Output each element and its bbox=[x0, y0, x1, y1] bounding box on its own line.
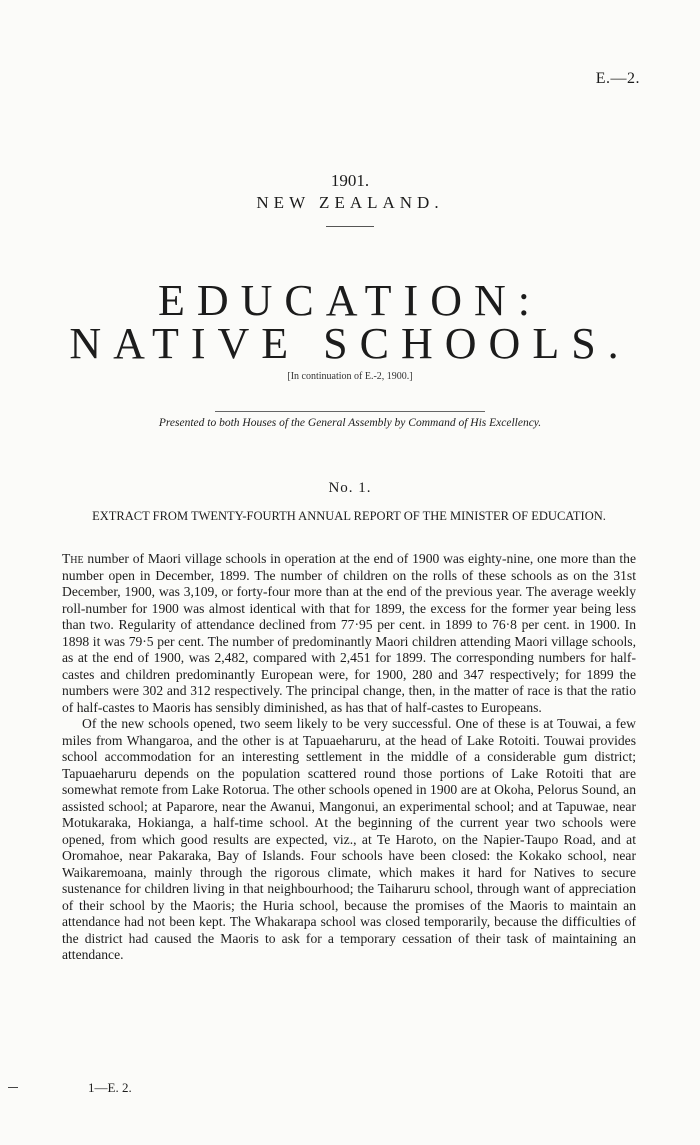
main-title-line-1: EDUCATION: bbox=[158, 276, 542, 325]
report-body bbox=[62, 551, 636, 964]
signature-mark: 1—E. 2. bbox=[88, 1080, 132, 1095]
document-reference: E.—2. bbox=[595, 70, 640, 87]
main-title-line-2: NATIVE SCHOOLS. bbox=[69, 319, 631, 368]
paragraph-2: Of the new schools opened, two seem likely to be very successful. One of these is at Touwai, a few miles from Whangaroa, and the other is at Tapuaeharuru, at the head of Lake Rotoiti. Touwai provides school accommodation for an interesting settlement in the middle of a considerable gum district; Tapuaeharuru depends on the population scattered round those portions of Lake Rotoiti that are somewhat remote from Lake Rotorua. The other schools opened in 1900 are at Okoha, Pelorus Sound, an assisted school; at Paparore, near the Awanui, Mangonui, an experimental school; and at Tapuwae, near Motukaraka, Hokianga, a half-time school. At the beginning of the current year two schools were opened, from which good results are expected, viz., at Te Haroto, on the Napier-Taupo Road, and at Oromahoe, near Pakaraka, Bay of Islands. Four schools have been closed: the Kokako school, near Waikaremoana, mainly through the rigorous climate, which makes it hard for Natives to secure sustenance for children living in that neighbourhood; the Taiharuru school, through want of appreciation of their school by the Maoris; the Huria school, because the promises of the Maoris to maintain an attendance had not been kept. The Whakarapa school was closed temporarily, because the difficulties of the district had caused the Maoris to ask for a temporary cessation of their task of maintaining an attendance. bbox=[62, 716, 636, 962]
section-heading: EXTRACT FROM TWENTY-FOURTH ANNUAL REPORT OF THE MINISTER OF EDUCATION. bbox=[92, 509, 606, 523]
paragraph-1 bbox=[62, 551, 636, 716]
margin-mark bbox=[8, 1087, 18, 1088]
country-heading: NEW ZEALAND. bbox=[256, 193, 444, 212]
continuation-note: [In continuation of E.-2, 1900.] bbox=[287, 371, 413, 382]
section-number: No. 1. bbox=[328, 480, 372, 496]
divider-short bbox=[326, 226, 374, 227]
divider-long bbox=[215, 411, 485, 412]
paragraph-1-lead: The bbox=[62, 551, 84, 566]
publication-year: 1901. bbox=[330, 171, 370, 190]
paragraph-1-text: number of Maori village schools in operation at the end of 1900 was eighty-nine, one more than the number open in December, 1899. The number of children on the rolls of these schools as on the 31st December, 1900, was 3,109, or forty-four more than at the end of the previous year. The average weekly roll-number for 1900 was almost identical with that for 1899, the excess for the former year being less than two. Regularity of attendance declined from 77·95 per cent. in 1899 to 76·8 per cent. in 1900. In 1898 it was 79·5 per cent. The number of predominantly Maori children attending Maori village schools, as at the end of 1900, was 2,482, compared with 2,451 for 1899. The corresponding numbers for half-castes and children predominantly European were, for 1900, 280 and 347 respectively; for 1899 the numbers were 302 and 312 respectively. The principal change, then, in the matter of race is that the ratio of half-castes to Maoris has sensibly diminished, as has that of half-castes to Europeans. bbox=[62, 551, 636, 715]
presentation-line: Presented to both Houses of the General Assembly by Command of His Excellency. bbox=[158, 417, 542, 429]
